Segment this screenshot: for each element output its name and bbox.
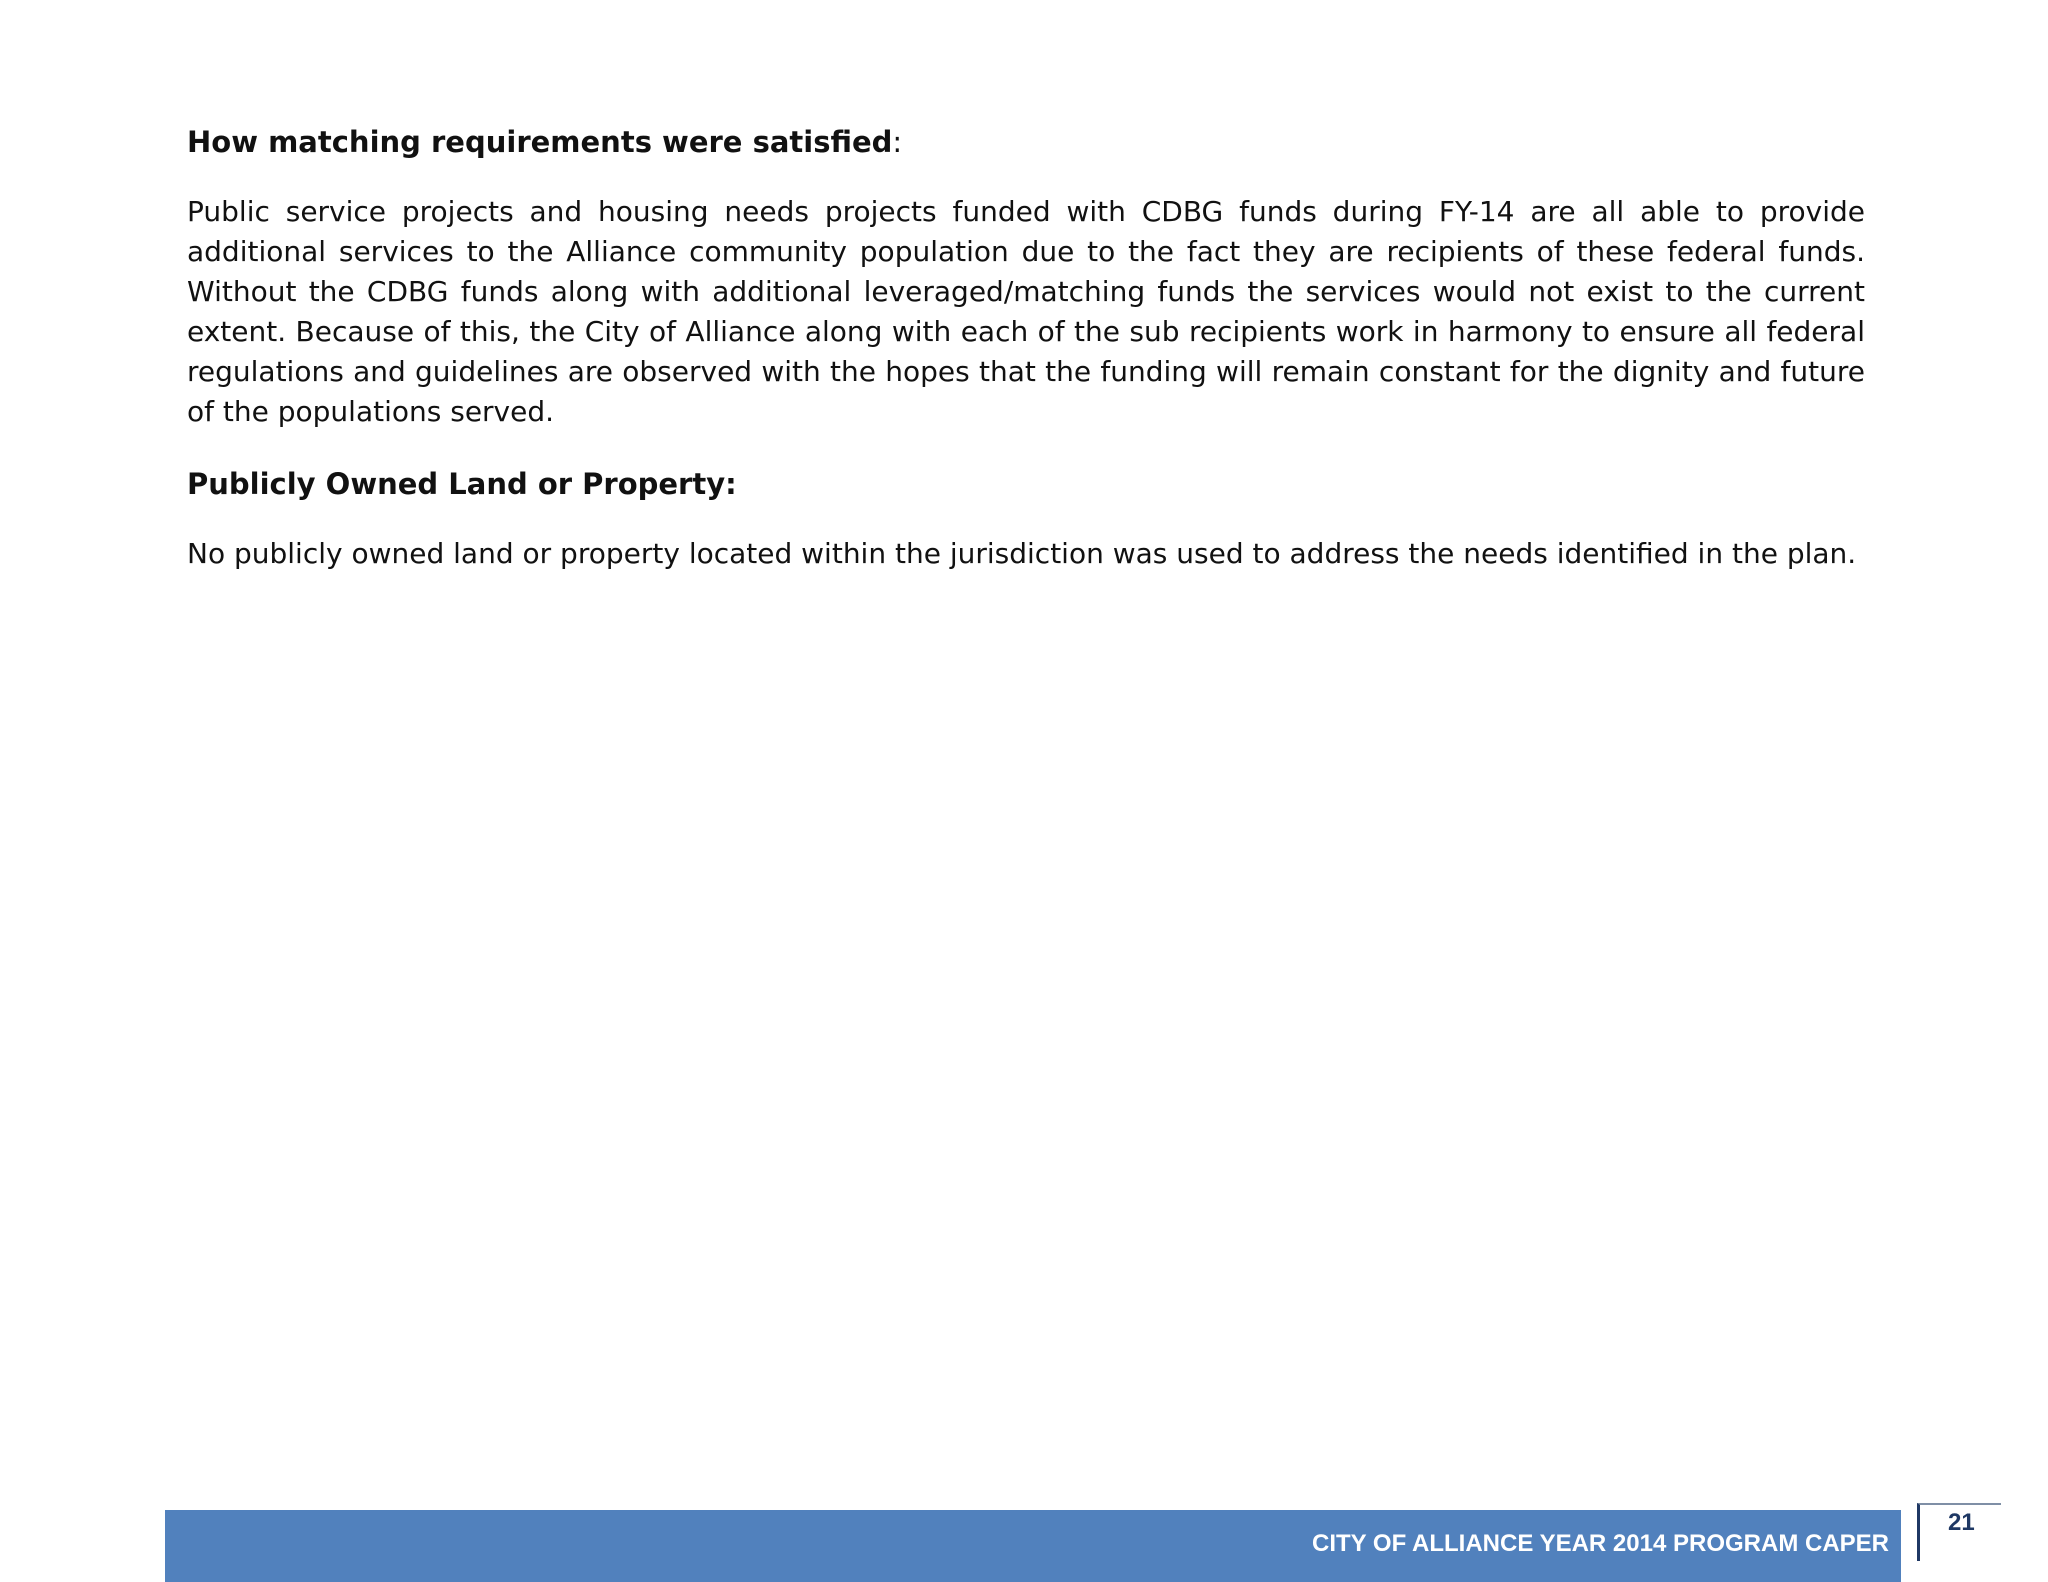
section-heading-matching-requirements (187, 122, 1865, 162)
section-heading-publicly-owned-land: Publicly Owned Land or Property: (187, 467, 737, 501)
page-number: 21 (1948, 1509, 1975, 1536)
matching-requirements-paragraph: Public service projects and housing needs projects funded with CDBG funds during FY-14 are all able to provide additional services to the Alliance community population due to the fact they are recipients of these federal funds. Without the CDBG funds along with additional leveraged/matching funds the services would not exist to the current extent. Because of this, the City of Alliance along with each of the sub recipients work in harmony to ensure all federal regulations and guidelines are observed with the hopes that the funding will remain constant for the dignity and future of the populations served. (187, 195, 1865, 428)
page-number-box (1917, 1503, 2001, 1561)
publicly-owned-land-paragraph: No publicly owned land or property located within the jurisdiction was used to address the needs identified in the plan. (187, 537, 1857, 570)
section-heading-text: How matching requirements were satisfied (187, 125, 893, 159)
document-body (187, 122, 1865, 606)
heading-colon: : (892, 125, 903, 159)
footer-title: CITY OF ALLIANCE YEAR 2014 PROGRAM CAPER (1312, 1530, 1889, 1557)
footer-bar (165, 1510, 1901, 1582)
